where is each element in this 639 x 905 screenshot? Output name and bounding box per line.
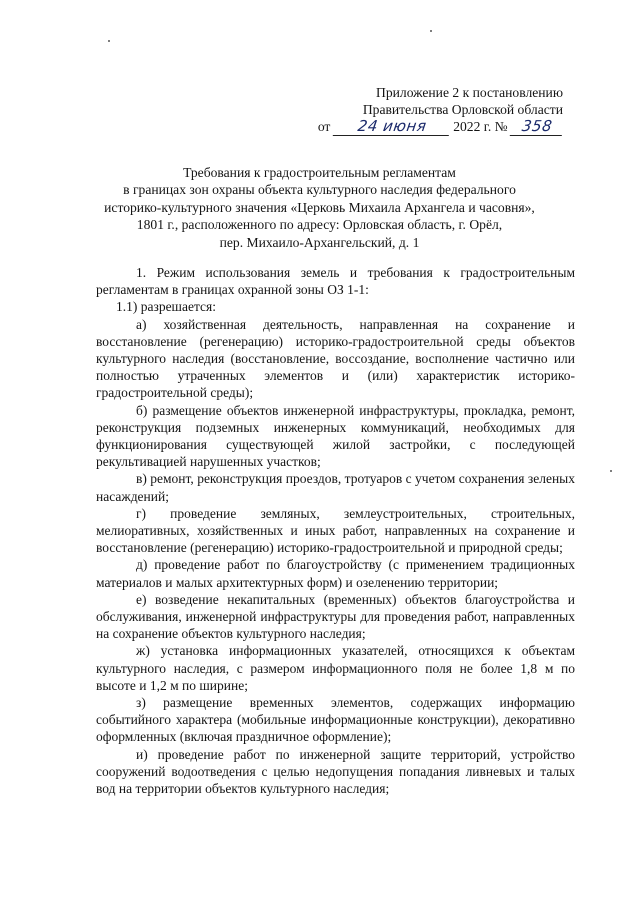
list-item-a: а) хозяйственная деятельность, направленная на сохранение и восстановление (регенерацию) историко-градостроительной среды объектов культурного наследия (восстановление, воссоздание, восполнение частично или полностью утраченных элементов и (или) характеристик историко-градостроительной среды); <box>96 316 575 401</box>
title-line: Требования к градостроительным регламентам <box>183 165 456 180</box>
list-item-e: е) возведение некапитальных (временных) объектов благоустройства и обслуживания, инженерной инфраструктуры для проведения работ, направленных на сохранение объектов культурного наследия; <box>96 591 575 642</box>
scan-speck <box>610 470 612 472</box>
appendix-date-line <box>318 118 563 136</box>
scan-speck <box>108 40 110 42</box>
document-body <box>96 264 575 797</box>
handwritten-date: 24 июня <box>333 118 452 136</box>
list-item-v: в) ремонт, реконструкция проездов, тротуаров с учетом сохранения зеленых насаждений; <box>96 471 575 504</box>
title-line: в границах зон охраны объекта культурного наследия федерального <box>123 182 516 198</box>
handwritten-number: 358 <box>510 118 565 136</box>
list-item-i: и) проведение работ по инженерной защите территорий, устройство сооружений водоотведения с целью недопущения попадания ливневых и талых вод на территории объектов культурного наследия; <box>96 746 575 797</box>
section-1-heading: 1. Режим использования земель и требования к градостроительным регламентам в границах охранной зоны ОЗ 1-1: <box>96 265 575 298</box>
scan-speck <box>430 30 432 32</box>
title-line: пер. Михаило-Архангельский, д. 1 <box>219 234 420 250</box>
appendix-prefix-from: от <box>317 119 331 134</box>
list-item-z: з) размещение временных элементов, содержащих информацию событийного характера (мобильные информационные конструкции), декоративно оформленных (включая праздничное оформление); <box>96 695 575 745</box>
appendix-year-number-label: 2022 г. № <box>453 119 508 134</box>
list-item-g: г) проведение земляных, землеустроительных, строительных, мелиоративных, хозяйственных и иных работ, направленных на сохранение и восстановление (регенерацию) историко-градостроительной и природной среды; <box>96 505 575 556</box>
list-item-zh: ж) установка информационных указателей, относящихся к объектам культурного наследия, с размером информационного поля не более 1,8 м по высоте и 1,2 м по ширине; <box>96 643 575 693</box>
title-line: 1801 г., расположенного по адресу: Орловская область, г. Орёл, <box>136 217 503 233</box>
list-item-d: д) проведение работ по благоустройству (с применением традиционных материалов и малых архитектурных форм) и озеленению территории; <box>96 557 575 590</box>
list-item-b: б) размещение объектов инженерной инфраструктуры, прокладка, ремонт, реконструкция подземных инженерных коммуникаций, необходимых для функционирования существующей жилой застройки, с последующей рекультивацией нарушенных участков; <box>96 402 575 470</box>
subsection-1-1: 1.1) разрешается: <box>116 299 216 315</box>
document-title <box>60 164 579 251</box>
appendix-line-1: Приложение 2 к постановлению <box>376 85 563 100</box>
appendix-header <box>318 84 563 136</box>
appendix-line-2: Правительства Орловской области <box>362 102 563 117</box>
title-line: историко-культурного значения «Церковь Михаила Архангела и часовня», <box>104 199 535 215</box>
